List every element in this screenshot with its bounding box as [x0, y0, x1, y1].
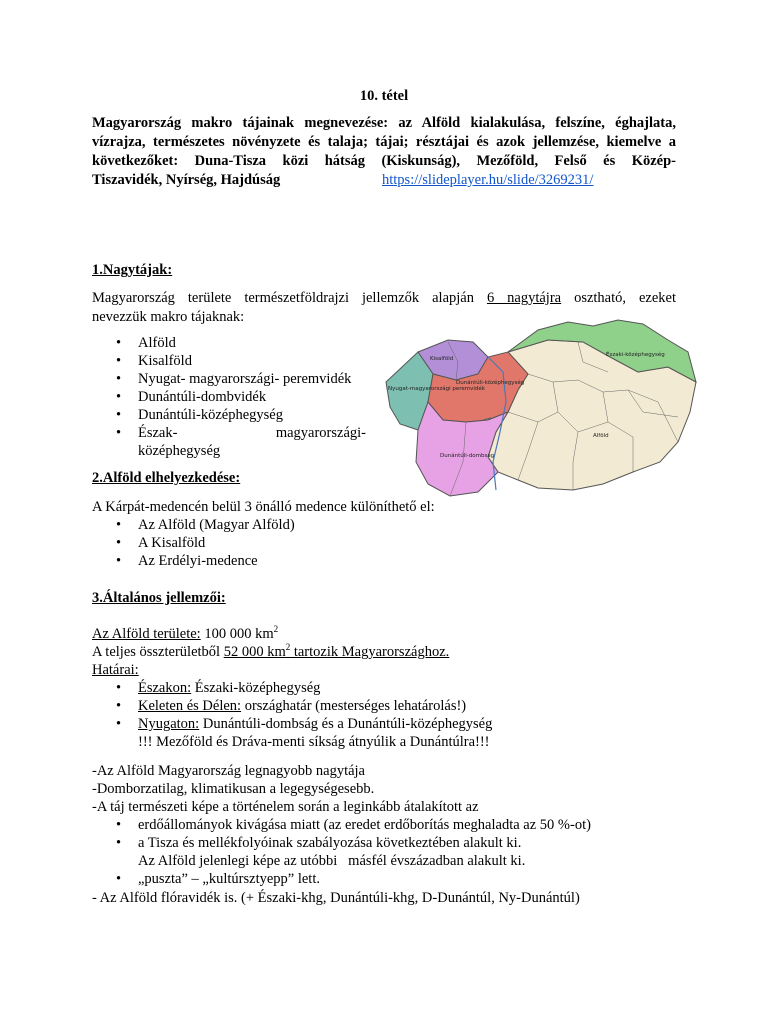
- list-item: • Dunántúli-dombvidék: [92, 388, 382, 406]
- paragraph: -A táj természeti képe a történelem során a leginkább átalakított az: [92, 799, 479, 815]
- area-label: Az Alföld területe:: [92, 626, 201, 642]
- intro-text: Magyarország területe természetföldrajzi jellemzők alapján: [92, 290, 487, 306]
- list-item: • A Kisalföld: [92, 534, 295, 552]
- list-item: • Alföld: [92, 334, 382, 352]
- heading-line: Tiszavidék, Nyírség, Hajdúság: [92, 172, 281, 188]
- map-label: Északi-középhegység: [606, 352, 665, 358]
- basins-list: [92, 516, 295, 570]
- map-label: Dunántúli-középhegység: [456, 380, 525, 386]
- hungary-regions-map: [378, 312, 698, 497]
- superscript: 2: [273, 624, 279, 635]
- map-label: Nyugat-magyarországi peremvidék: [388, 386, 485, 392]
- macro-regions-list: [92, 334, 382, 460]
- list-item: • Dunántúli-középhegység: [92, 406, 382, 424]
- area-line: [92, 625, 278, 643]
- total-underlined: 52 000 km: [223, 644, 286, 660]
- list-item: • „puszta” – „kultúrsztyepp” lett.: [92, 870, 712, 888]
- list-item: • erdőállományok kivágása miatt (az eredet erdőborítás meghaladta az 50 %-ot): [92, 816, 712, 834]
- paragraph: -Az Alföld Magyarország legnagyobb nagytája: [92, 763, 365, 779]
- border-note: !!! Mezőföld és Dráva-menti síkság átnyúlik a Dunántúlra!!!: [138, 734, 490, 750]
- list-item-part: középhegység: [138, 443, 221, 459]
- border-text: országhatár (mesterséges lehatárolás!): [241, 698, 467, 714]
- total-text: A teljes összterületből: [92, 644, 224, 660]
- topic-heading: [92, 114, 676, 190]
- source-link[interactable]: https://slideplayer.hu/slide/3269231/: [382, 172, 594, 188]
- list-item: • Kisalföld: [92, 352, 382, 370]
- superscript: 2: [285, 642, 291, 653]
- list-item: [92, 834, 712, 870]
- section-1-title: 1.Nagytájak:: [92, 262, 173, 278]
- intro-underlined: 6 nagytájra: [486, 290, 562, 306]
- list-item: [92, 715, 692, 751]
- list-item: • Az Erdélyi-medence: [92, 552, 295, 570]
- intro-text: osztható, ezeket: [561, 290, 677, 306]
- border-direction: Keleten és Délen:: [138, 698, 242, 714]
- list-item-part: magyarországi-: [275, 425, 366, 441]
- list-item: • Az Alföld (Magyar Alföld): [92, 516, 295, 534]
- heading-line: következőket: Duna-Tisza közi hátság (Kiskunság), Mezőföld, Felső és Közép-: [92, 153, 676, 169]
- list-item: • Nyugat- magyarországi- peremvidék: [92, 370, 382, 388]
- border-direction: Északon:: [138, 680, 192, 696]
- list-item-text: Az Alföld jelenlegi képe az utóbbi másfél évszázadban alakult ki.: [138, 853, 526, 869]
- map-label: Alföld: [593, 433, 609, 439]
- total-area-line: [92, 643, 449, 661]
- list-item: [92, 697, 692, 715]
- borders-label: Határai:: [92, 662, 139, 678]
- section-3-title: 3.Általános jellemzői:: [92, 590, 226, 606]
- map-label: Dunántúli-dombság: [440, 453, 495, 459]
- section-2-title: 2.Alföld elhelyezkedése:: [92, 470, 241, 486]
- section-2-intro: A Kárpát-medencén belül 3 önálló medence különíthető el:: [92, 499, 435, 515]
- paragraph: - Az Alföld flóravidék is. (+ Északi-khg, Dunántúli-khg, D-Dunántúl, Ny-Dunántúl): [92, 890, 580, 906]
- total-underlined: tartozik Magyarországhoz.: [290, 644, 450, 660]
- borders-list: [92, 679, 692, 751]
- changes-list: [92, 816, 712, 888]
- map-label: Kisalföld: [430, 356, 454, 362]
- paragraph: -Domborzatilag, klimatikusan a legegységesebb.: [92, 781, 375, 797]
- border-text: Dunántúli-dombság és a Dunántúli-középhegység: [199, 716, 493, 732]
- list-item: [92, 424, 382, 460]
- heading-line: Magyarország makro tájainak megnevezése: az Alföld kialakulása, felszíne, éghajlata,: [92, 115, 676, 131]
- document-title: 10. tétel: [359, 88, 409, 104]
- area-value: 100 000 km: [200, 626, 274, 642]
- heading-line: vízrajza, természetes növényzete és talaja; tájai; résztájai és azok jellemzése, kiemelve a: [92, 134, 676, 150]
- border-direction: Nyugaton:: [138, 716, 200, 732]
- list-item-text: • a Tisza és mellékfolyóinak szabályozása következtében alakult ki.: [138, 835, 522, 851]
- list-item: [92, 679, 692, 697]
- intro-text: nevezzük makro tájaknak:: [92, 309, 245, 325]
- border-text: Északi-középhegység: [191, 680, 321, 696]
- list-item-part: • Észak-: [138, 425, 178, 441]
